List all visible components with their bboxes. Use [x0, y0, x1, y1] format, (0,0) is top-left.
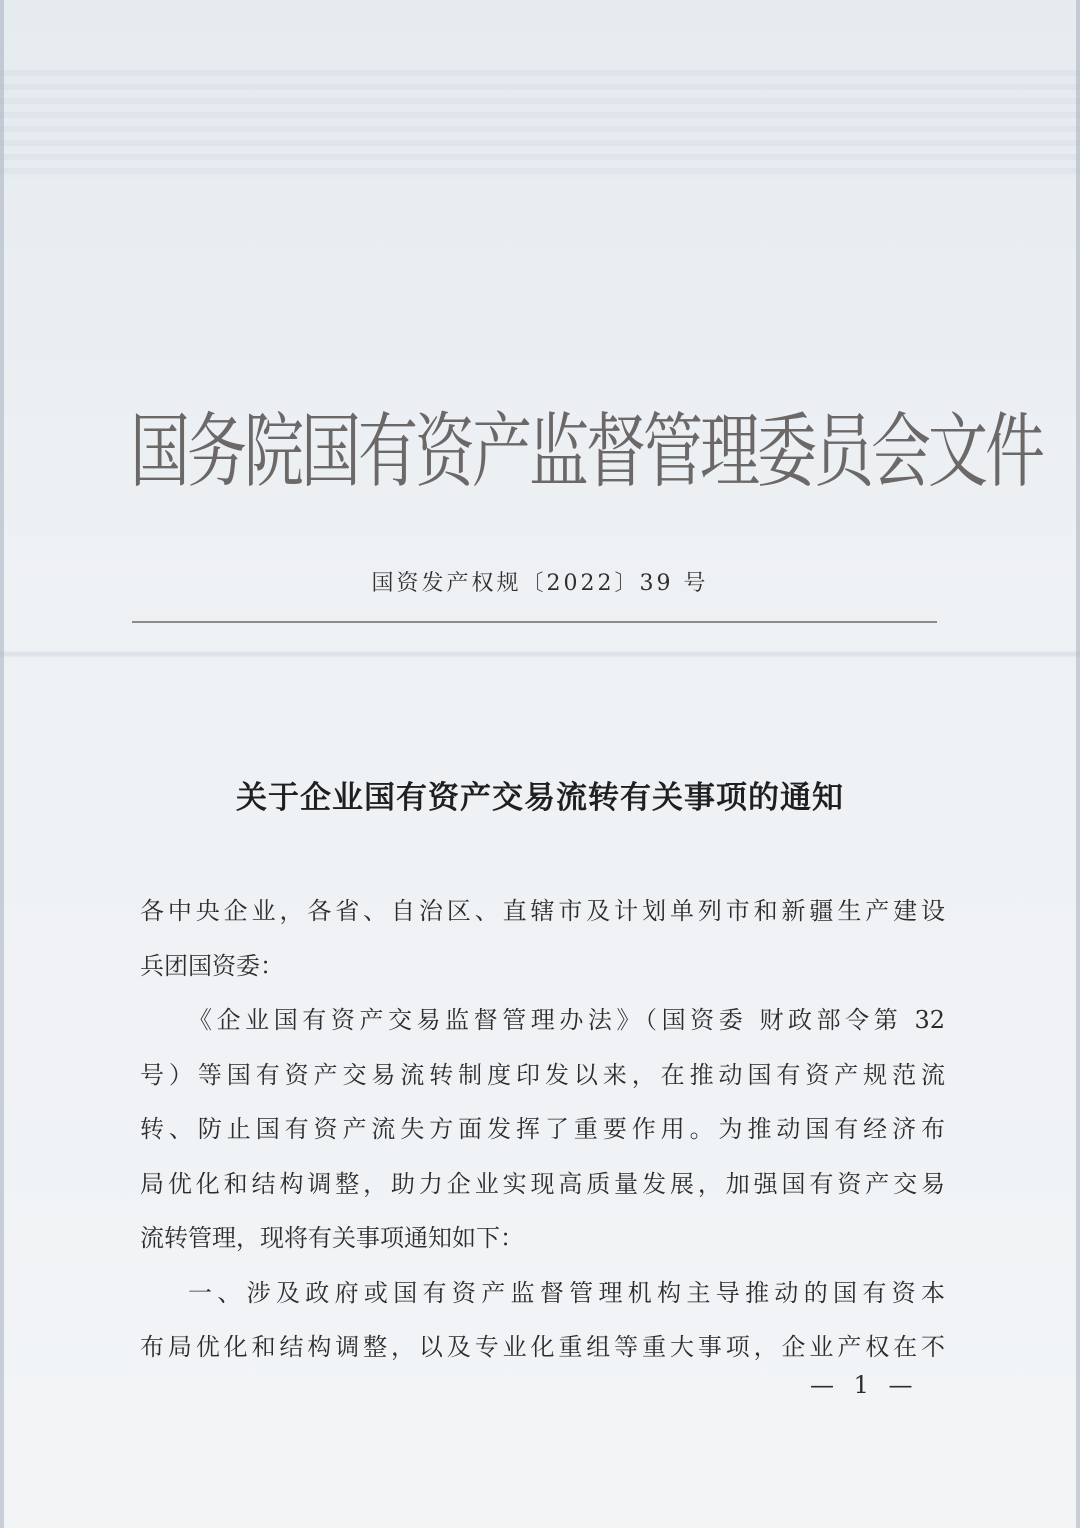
- scan-artifact-band: [0, 70, 1080, 180]
- page-edge-left: [0, 0, 4, 1528]
- document-number: 国资发产权规〔2022〕39 号: [371, 571, 709, 596]
- agency-title: 国务院国有资产监督管理委员会文件: [130, 405, 1042, 500]
- header-divider: [132, 621, 937, 623]
- body-line: 流转管理，现将有关事项通知如下：: [140, 1224, 524, 1252]
- body-line: 转、防止国有资产流失方面发挥了重要作用。为推动国有经济布: [140, 1115, 945, 1143]
- body-line: 局优化和结构调整，助力企业实现高质量发展，加强国有资产交易: [140, 1169, 945, 1198]
- page-number: — 1 —: [810, 1371, 919, 1399]
- addressee-line: 兵团国资委：: [140, 951, 284, 980]
- body-line: 号）等国有资产交易流转制度印发以来，在推动国有资产规范流: [140, 1060, 945, 1089]
- page-edge-right: [1076, 0, 1080, 1528]
- addressee-line: 各中央企业，各省、自治区、直辖市及计划单列市和新疆生产建设: [140, 897, 945, 925]
- paper-fold-line: [0, 650, 1080, 658]
- body-line: 布局优化和结构调整，以及专业化重组等重大事项，企业产权在不: [140, 1333, 945, 1361]
- notice-title: 关于企业国有资产交易流转有关事项的通知: [236, 780, 844, 816]
- body-line: 《企业国有资产交易监督管理办法》（国资委 财政部令第 32: [188, 1006, 945, 1034]
- notice-body: [140, 884, 945, 1375]
- body-line: 一、涉及政府或国有资产监督管理机构主导推动的国有资本: [188, 1278, 945, 1307]
